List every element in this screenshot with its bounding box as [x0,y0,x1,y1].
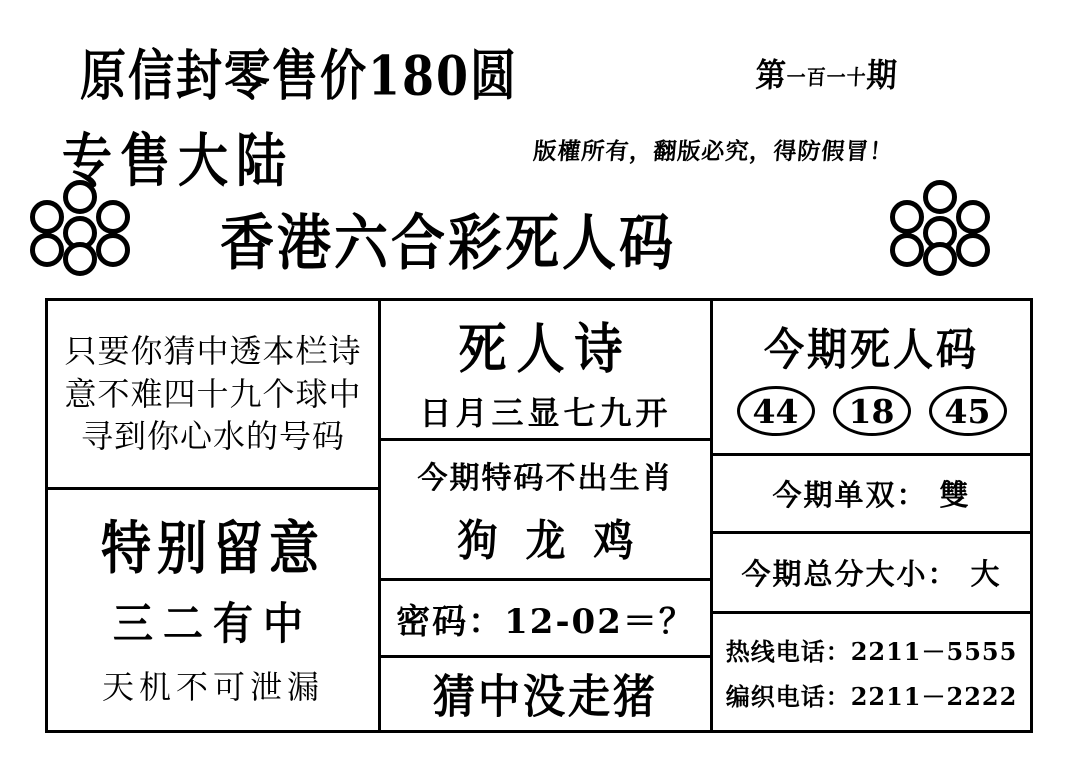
issue-number [755,48,899,96]
contact-cell [713,614,1030,730]
big-small-cell [713,534,1030,614]
hotline-line [726,632,1018,667]
odd-even-label: 今期单双： [772,478,928,512]
secret-code-label: 密码： [396,601,505,642]
big-small-line [741,552,1001,593]
copyright-notice: 版權所有，翻版必究，得防假冒！ [532,138,895,165]
odd-even-cell [713,456,1030,534]
poem-cell [381,301,710,441]
zodiac-animal-3: 鸡 [593,515,662,567]
issue-prefix: 第 [754,56,788,96]
page-title: 香港六合彩死人码 [220,206,676,278]
dead-code-title: 今期死人码 [764,323,979,376]
notice-title: 特别留意 [101,514,325,582]
zodiac-animals [430,507,662,569]
ball-1: 44 [737,386,815,436]
weaving-line [726,677,1018,712]
dead-code-cell [713,301,1030,456]
odd-even-value: 雙 [939,478,971,512]
secret-code-value: 12-02＝？ [504,601,695,642]
secret-code-cell [381,581,710,658]
guess-cell [381,658,710,730]
odd-even-line [772,473,970,514]
secret-code-line [396,594,695,643]
zodiac-label: 今期特码不出生肖 [417,461,674,496]
dead-code-balls [737,386,1007,436]
guess-text: 猜中没走猪 [432,669,658,724]
hint-cell [48,301,378,490]
price-line: 原信封零售价180圆 [80,43,519,108]
flower-logo-right-icon [888,180,992,276]
hotline-label: 热线电话： [725,637,851,666]
poem-line: 日月三显七九开 [419,393,672,432]
poster-header [0,0,1080,285]
notice-mid-text: 三二有中 [113,598,313,650]
issue-number-value: 一百一十 [786,65,868,90]
weaving-label: 编织电话： [725,682,851,711]
zodiac-cell [381,441,710,581]
big-small-label: 今期总分大小： [741,557,959,591]
notice-cell [48,490,378,730]
ball-2: 18 [833,386,911,436]
weaving-value: 2211－2222 [850,682,1018,711]
poem-title: 死人诗 [458,317,633,381]
mainland-line: 专售大陆 [62,126,294,195]
right-column [713,301,1030,730]
notice-small-text: 天机不可泄漏 [101,667,324,706]
content-grid [45,298,1033,733]
zodiac-animal-2: 龙 [525,515,594,567]
left-column [48,301,381,730]
hotline-value: 2211－5555 [850,637,1018,666]
big-small-value: 大 [970,557,1002,591]
issue-suffix: 期 [865,56,899,96]
ball-3: 45 [929,386,1007,436]
hint-text: 只要你猜中透本栏诗意不难四十九个球中寻到你心水的号码 [64,332,362,455]
zodiac-animal-1: 狗 [457,515,526,567]
middle-column [381,301,713,730]
